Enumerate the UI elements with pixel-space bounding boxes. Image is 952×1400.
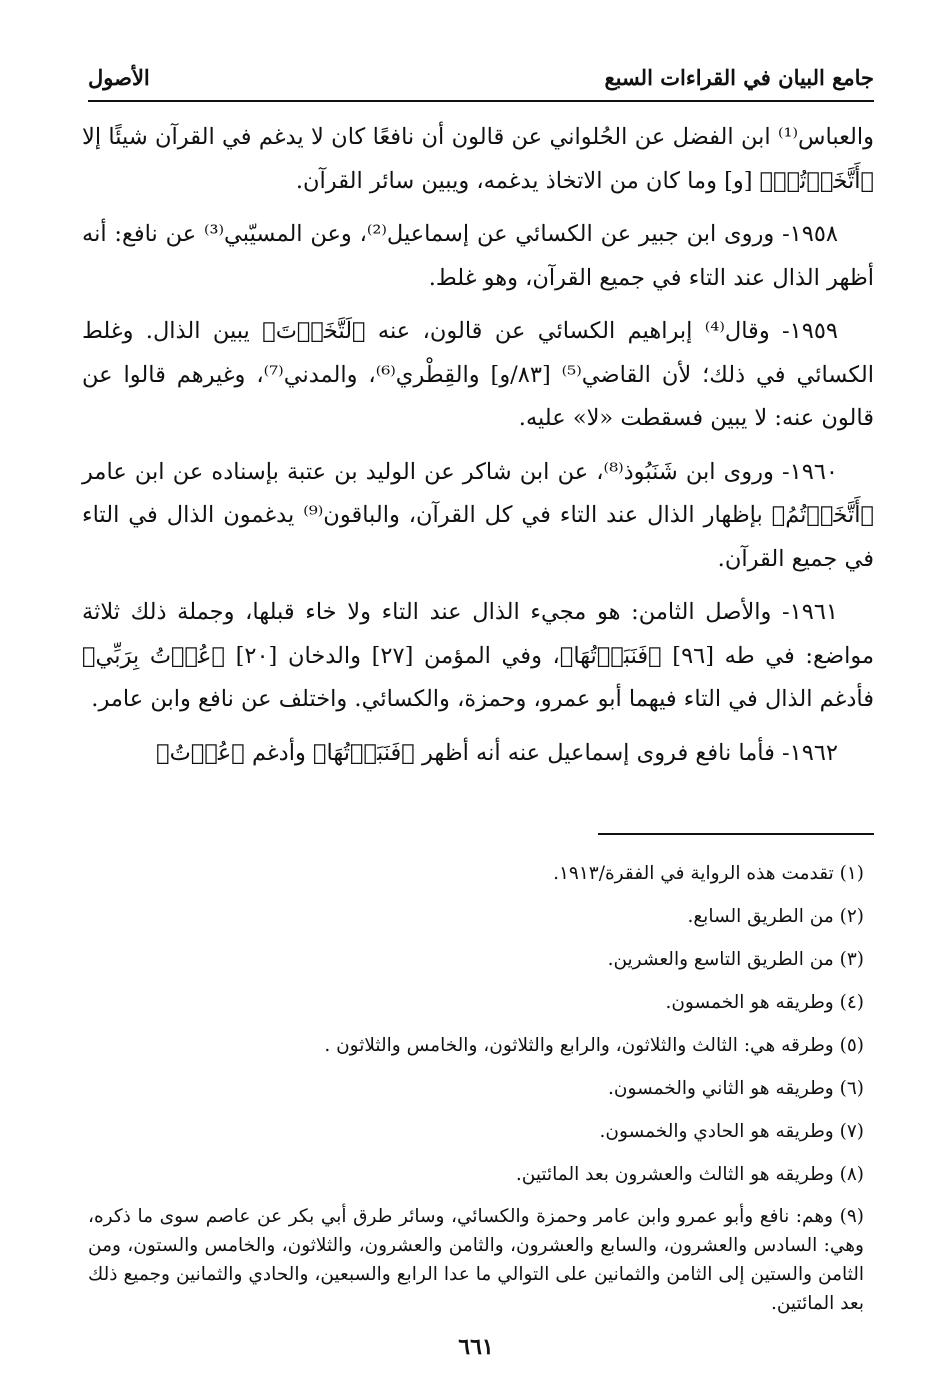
footnote-5: (٥) وطرقه هي: الثالث والثلاثون، والرابع والثلاثون، والخامس والثلاثون . [324,1035,864,1056]
footnote-3: (٣) من الطريق التاسع والعشرين. [607,949,864,970]
footnote-4: (٤) وطريقه هو الخمسون. [665,992,864,1013]
footnote-8: (٨) وطريقه هو الثالث والعشرون بعد المائتين. [515,1164,864,1185]
running-header [88,60,874,94]
paragraph-1962: ١٩٦٢- فأما نافع فروى إسماعيل عنه أنه أظهر ﴿فَنَبَذۡتُهَا﴾ وأدغم ﴿عُذۡتُ﴾ [156,739,838,766]
footnote-9: (٩) وهم: نافع وأبو عمرو وابن عامر وحمزة والكسائي، وسائر طرق أبي بكر عن عاصم سوى ما ذكره، وهي: السادس والعشرون، والسابع والعشرون، والثامن والعشرون، والثلاثون، والخامس والستون، ومن الثامن والستين إلى الثامن والثمانين على التوالي ما عدا الرابع والسبعين، والحادي والثمانين وجميع ذلك بعد المائتين. [88,1206,864,1314]
footnote-6: (٦) وطريقه هو الثاني والخمسون. [608,1078,864,1099]
paragraph-1958: ١٩٥٨- وروى ابن جبير عن الكسائي عن إسماعيل⁽²⁾، وعن المسيّبي⁽³⁾ عن نافع: أنه أظهر الذال عند التاء في جميع القرآن، وهو غلط. [82,221,874,291]
page-number: ٦٦١ [458,1334,494,1360]
footnote-1: (١) تقدمت هذه الرواية في الفقرة/١٩١٣. [553,863,864,884]
paragraph-1959: ١٩٥٩- وقال⁽⁴⁾ إبراهيم الكسائي عن قالون، عنه ﴿لَتَّخَذۡتَ﴾ يبين الذال. وغلط الكسائي في ذلك؛ لأن القاضي⁽⁵⁾ [٨٣/و] والقِطْري⁽⁶⁾، والمدني⁽⁷⁾، وغيرهم قالوا عن قالون عنه: لا يبين فسقطت «لا» عليه. [82,318,874,431]
footnote-7: (٧) وطريقه هو الحادي والخمسون. [599,1121,864,1142]
book-title: جامع البيان في القراءات السبع [604,64,874,90]
paragraph-1961: ١٩٦١- والأصل الثامن: هو مجيء الذال عند التاء ولا خاء قبلها، وجملة ذلك ثلاثة مواضع: في طه [٩٦] ﴿فَنَبَذۡتُهَا﴾، وفي المؤمن [٢٧] والدخان [٢٠] ﴿عُذۡتُ بِرَبِّي﴾ فأدغم الذال في التاء فيهما أبو عمرو، وحمزة، والكسائي. واختلف عن نافع وابن عامر. [82,599,874,712]
paragraph: والعباس⁽¹⁾ ابن الفضل عن الحُلواني عن قالون أن نافعًا كان لا يدغم في القرآن شيئًا إلا ﴿أَتَّخَذۡتُمۡ﴾ [و] وما كان من الاتخاذ يدغمه، ويبين سائر القرآن. [82,124,874,194]
header-divider [88,100,874,102]
footnotes [88,852,864,1318]
paragraph-1960: ١٩٦٠- وروى ابن شَنَبُوذ⁽⁸⁾، عن ابن شاكر عن الوليد بن عتبة بإسناده عن ابن عامر ﴿أَتَّخَذۡتُمُ﴾ بإظهار الذال عند التاء في كل القرآن، والباقون⁽⁹⁾ يدغمون الذال في التاء في جميع القرآن. [82,458,874,572]
footnote-2: (٢) من الطريق السابع. [687,906,864,927]
footnote-divider [598,833,874,835]
chapter-title: الأصول [88,64,150,90]
main-text [82,116,874,785]
